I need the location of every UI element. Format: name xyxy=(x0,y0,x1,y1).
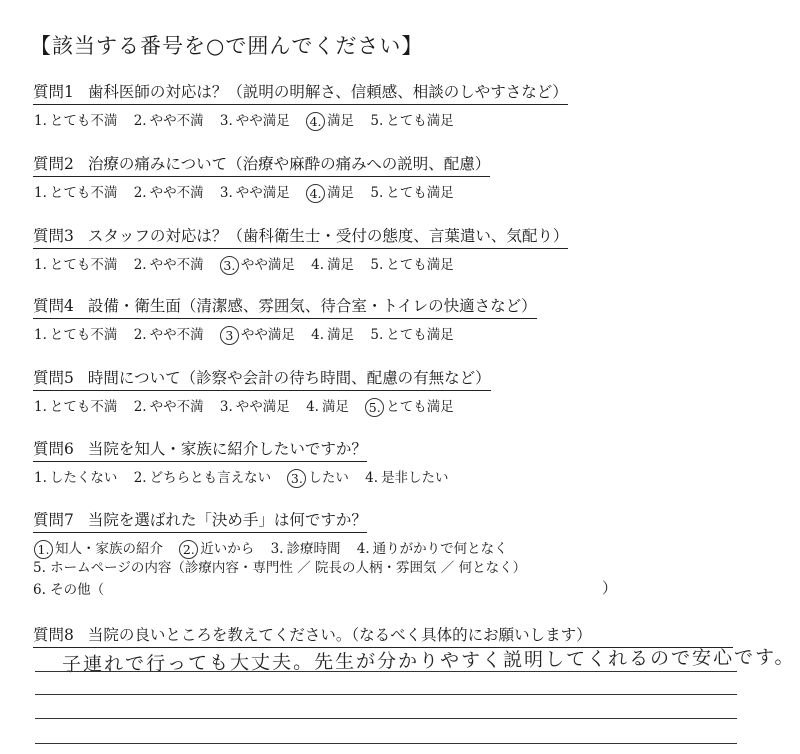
selected-circle: 3 xyxy=(220,326,239,345)
option-4-circled[interactable]: 4. 満足 xyxy=(306,181,354,203)
other-close-paren: ） xyxy=(602,579,618,597)
option-1-circled[interactable]: 1. 知人・家族の紹介 xyxy=(34,537,163,559)
answer-line xyxy=(35,694,737,695)
option-1[interactable]: 1. とても不満 xyxy=(34,327,118,343)
options-row xyxy=(33,253,568,275)
answer-line xyxy=(35,718,737,719)
question-number: 質問3 xyxy=(33,227,74,245)
question-text: 歯科医師の対応は？（説明の明解さ、信頼感、相談のしやすさなど） xyxy=(87,83,568,101)
selected-circle: 3. xyxy=(220,256,239,275)
option-2[interactable]: 2. やや不満 xyxy=(133,327,204,343)
question-3 xyxy=(33,224,568,275)
answer-line xyxy=(35,671,737,672)
question-5 xyxy=(33,366,491,417)
option-5[interactable]: 5. とても満足 xyxy=(370,185,454,201)
options-row xyxy=(33,323,537,345)
option-3-circled[interactable]: 3 やや満足 xyxy=(220,323,295,345)
option-2[interactable]: 2. やや不満 xyxy=(133,257,204,273)
option-5[interactable]: 5. とても満足 xyxy=(370,327,454,343)
question-text: 当院を選ばれた「決め手」は何ですか？ xyxy=(87,511,367,529)
option-4[interactable]: 4. 満足 xyxy=(311,327,355,343)
option-4[interactable]: 4. 是非したい xyxy=(365,470,449,486)
option-4-circled[interactable]: 4. 満足 xyxy=(306,109,354,131)
option-4[interactable]: 4. 満足 xyxy=(311,257,355,273)
option-4[interactable]: 4. 満足 xyxy=(306,399,349,415)
question-6 xyxy=(33,437,461,488)
question-number: 質問5 xyxy=(33,369,74,387)
question-7 xyxy=(33,508,520,559)
question-text: 治療の痛みについて（治療や麻酔の痛みへの説明、配慮） xyxy=(87,155,491,173)
survey-header: 【該当する番号を○で囲んでください】 xyxy=(30,34,424,58)
handwritten-answer[interactable]: 子連れで行っても大丈夫。先生が分かりやすく説明してくれるので安心です。 xyxy=(61,646,796,676)
option-1[interactable]: 1. したくない xyxy=(34,470,118,486)
question-text: スタッフの対応は？（歯科衛生士・受付の態度、言葉遣い、気配り） xyxy=(87,227,569,245)
question-number: 質問8 xyxy=(33,626,74,644)
question-text: 当院の良いところを教えてください。（なるべく具体的にお願いします） xyxy=(87,626,592,644)
option-3[interactable]: 3. やや満足 xyxy=(219,113,290,129)
options-row xyxy=(33,466,461,488)
question-number: 質問1 xyxy=(33,83,74,101)
option-2[interactable]: 2. やや不満 xyxy=(133,185,204,201)
option-5-homepage[interactable]: 5. ホームページの内容（診療内容・専門性 ／ 院長の人柄・雰囲気 ／ 何となく） xyxy=(33,560,527,576)
question-text: 時間について（診察や会計の待ち時間、配慮の有無など） xyxy=(87,369,491,387)
option-2[interactable]: 2. どちらとも言えない xyxy=(133,470,272,486)
option-3[interactable]: 3. 診療時間 xyxy=(270,541,341,557)
selected-circle: 3. xyxy=(287,469,306,488)
options-row xyxy=(33,109,568,131)
option-1[interactable]: 1. とても不満 xyxy=(34,185,118,201)
option-1[interactable]: 1. とても不満 xyxy=(34,257,118,273)
question-1 xyxy=(33,80,568,131)
selected-circle: 1. xyxy=(34,540,53,559)
option-2-circled[interactable]: 2. 近いから xyxy=(179,537,254,559)
option-1[interactable]: 1. とても不満 xyxy=(34,113,118,129)
selected-circle: 4. xyxy=(306,112,325,131)
question-2 xyxy=(33,152,490,203)
answer-line xyxy=(35,743,737,744)
options-row xyxy=(33,395,491,417)
question-number: 質問7 xyxy=(33,511,74,529)
option-3[interactable]: 3. やや満足 xyxy=(219,185,290,201)
question-text: 設備・衛生面（清潔感、雰囲気、待合室・トイレの快適さなど） xyxy=(87,297,537,315)
question-number: 質問2 xyxy=(33,155,74,173)
selected-circle: 5. xyxy=(365,398,384,417)
question-number: 質問4 xyxy=(33,297,74,315)
option-5[interactable]: 5. とても満足 xyxy=(370,257,454,273)
option-2[interactable]: 2. やや不満 xyxy=(133,399,204,415)
option-1[interactable]: 1. とても不満 xyxy=(34,399,118,415)
option-3[interactable]: 3. やや満足 xyxy=(219,399,290,415)
option-3-circled[interactable]: 3. したい xyxy=(287,466,349,488)
selected-circle: 4. xyxy=(306,184,325,203)
question-text: 当院を知人・家族に紹介したいですか？ xyxy=(87,440,367,458)
selected-circle: 2. xyxy=(179,540,198,559)
question-4 xyxy=(33,294,537,345)
options-row xyxy=(33,181,490,203)
question-number: 質問6 xyxy=(33,440,74,458)
option-5-circled[interactable]: 5. とても満足 xyxy=(365,395,454,417)
option-6-other[interactable]: 6. その他（ xyxy=(33,582,105,598)
option-3-circled[interactable]: 3. やや満足 xyxy=(220,253,295,275)
option-4[interactable]: 4. 通りがかりで何となく xyxy=(356,541,508,557)
option-5[interactable]: 5. とても満足 xyxy=(370,113,454,129)
option-2[interactable]: 2. やや不満 xyxy=(133,113,204,129)
